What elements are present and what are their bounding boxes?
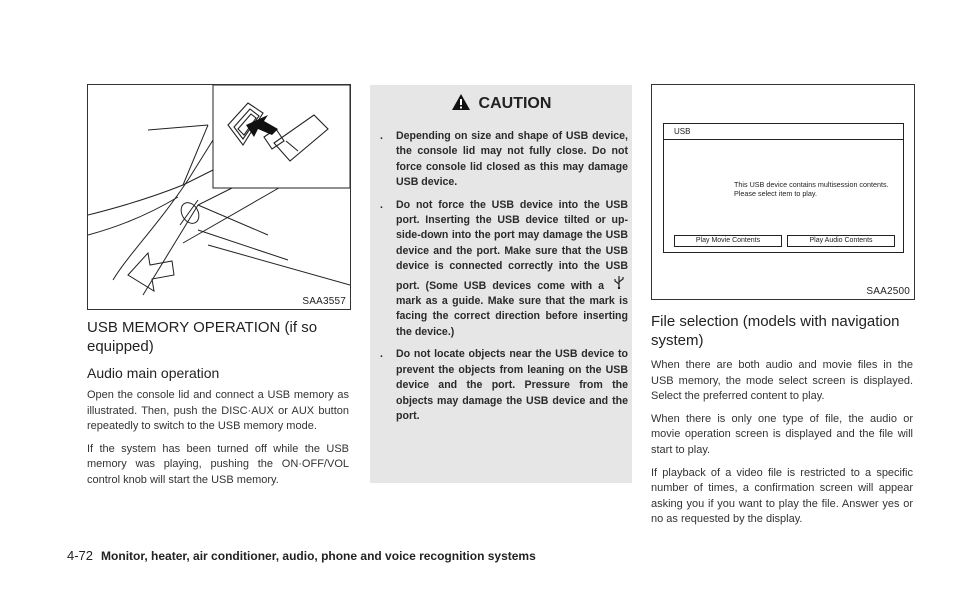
subsection-title-audio-main: Audio main operation (87, 365, 220, 381)
page-number: 4-72 (67, 548, 94, 563)
figure-label: SAA3557 (302, 296, 346, 307)
caution-title: CAUTION (478, 95, 552, 112)
play-movie-contents-button[interactable]: Play Movie Contents (674, 235, 782, 247)
paragraph: Open the console lid and connect a USB memory as illustrated. Then, push the DISC·AUX or AUX button repeatedly to switch to the USB memory mode. (87, 389, 349, 433)
paragraph: If the system has been turned off while the USB memory was playing, pushing the ON·OFF/VOL control knob will start the USB memory. (87, 442, 349, 486)
chapter-title: Monitor, heater, air conditioner, audio, phone and voice recognition systems (101, 549, 536, 563)
caution-box (370, 85, 632, 483)
paragraph: When there are both audio and movie files in the USB memory, the mode select screen is displayed. Select the preferred content to play. (651, 359, 913, 403)
caution-list (380, 129, 628, 431)
section-title-file-selection: File selection (models with navigation system) (651, 313, 900, 349)
screen-header-bar (664, 124, 903, 140)
paragraph: If playback of a video file is restricted to a specific number of times, a confirmation screen will appear asking you if you want to play the file. Answer yes or no as requested by the display. (651, 466, 913, 526)
warning-triangle-icon (451, 93, 471, 116)
figure-label: SAA2500 (866, 286, 910, 297)
right-column-text (651, 312, 913, 528)
section-title-usb-memory: USB MEMORY OPERATION (if so equipped) (87, 319, 318, 355)
list-item: . Do not locate objects near the USB device to prevent the objects from leaning on the USB device and the port. Pressure from the objects may damage the USB device and the port. (380, 348, 628, 422)
usb-screen-figure (651, 84, 915, 300)
screen-title: USB (674, 127, 691, 136)
play-audio-contents-button[interactable]: Play Audio Contents (787, 235, 895, 247)
usb-illustration-figure (87, 84, 351, 310)
list-item: . Do not force the USB device into the USB port. Inserting the USB device tilted or up-side-down into the port may damage the USB device and the port. Make sure that the USB device is connected correctly into the USB port. (Some USB devices come with a mark as a guide. Make sure that the mark is facing the correct direction before inserting the device.) (380, 198, 628, 338)
console-usb-illustration (88, 85, 350, 309)
left-column-text (87, 318, 349, 489)
caution-heading (370, 93, 632, 116)
screen-message: This USB device contains multisession contents. Please select item to play. (734, 180, 889, 198)
screen-panel (663, 123, 904, 253)
paragraph: When there is only one type of file, the audio or movie operation screen is displayed and the file will start to play. (651, 412, 913, 456)
page-footer (67, 548, 536, 563)
usb-symbol-icon (610, 275, 628, 294)
list-item: . Depending on size and shape of USB device, the console lid may not fully close. Do not force console lid closed as this may damage USB device. (380, 130, 628, 189)
